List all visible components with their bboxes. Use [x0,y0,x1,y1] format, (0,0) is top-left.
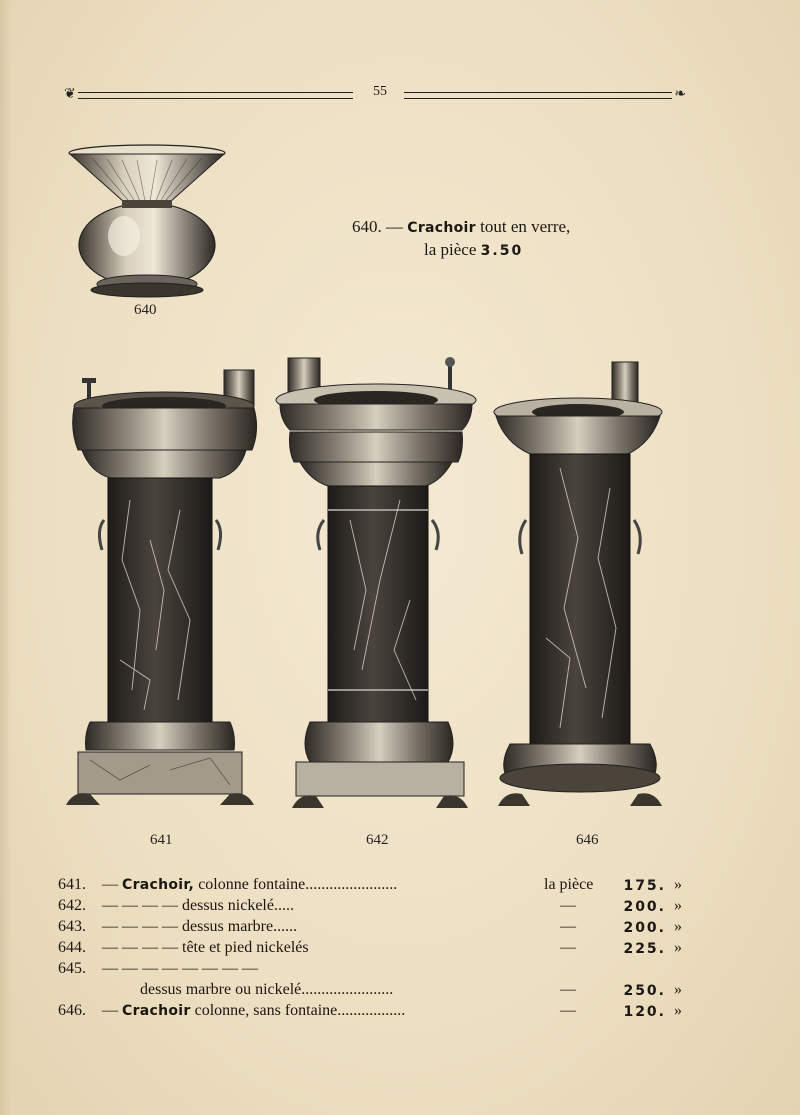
price-row-644 [58,939,694,960]
item-suffix: » [674,876,682,893]
item-640-price: 3.50 [480,243,524,259]
item-description: — — — — dessus nickelé..... [102,897,294,914]
header-rule-left [78,92,353,99]
item-desc: colonne fontaine....................... [198,876,398,893]
item-number: 645. [58,960,86,977]
item-number: 646. [58,1002,86,1019]
figure-640-glass-spittoon [62,140,232,305]
item-description: — — — — tête et pied nickelés [102,939,309,956]
item-description [102,876,397,894]
item-price: 120. [623,1004,666,1020]
item-dash: — [102,1002,118,1019]
item-suffix: » [674,939,682,956]
item-price: 225. [623,941,666,957]
page-number: 55 [373,84,387,99]
price-row-645 [58,960,694,981]
item-description: — — — — dessus marbre...... [102,918,298,935]
figure-642-column-nickel-top [270,350,480,815]
item-name: Crachoir [122,1003,191,1019]
price-row-643 [58,918,694,939]
item-640-name: Crachoir [407,220,476,236]
item-640-unit: la pièce [424,240,477,259]
figure-646-column-no-fountain [490,358,680,813]
item-name: Crachoir, [122,877,195,893]
ornament-right-icon: ❧ [674,86,686,102]
item-description [102,1002,405,1020]
price-row-646 [58,1002,694,1023]
item-640-line2 [352,239,570,262]
figure-641-column-fountain [60,360,260,815]
item-unit: la pièce [544,876,594,893]
item-number: 642. [58,897,86,914]
item-suffix: » [674,1002,682,1019]
figure-label-640: 640 [134,302,157,318]
item-unit: — [560,939,576,956]
item-number: 641. [58,876,86,893]
item-suffix: » [674,981,682,998]
item-price: 175. [623,878,666,894]
price-list [58,876,694,1023]
item-unit: — [560,918,576,935]
item-640-caption [352,216,570,262]
figure-label-642: 642 [366,832,389,848]
item-suffix: » [674,918,682,935]
item-price: 200. [623,899,666,915]
price-row-641 [58,876,694,897]
figure-label-641: 641 [150,832,173,848]
item-640-number: 640. [352,217,382,236]
item-unit: — [560,1002,576,1019]
item-description: dessus marbre ou nickelé....................... [140,981,394,998]
figure-label-646: 646 [576,832,599,848]
item-number: 644. [58,939,86,956]
item-number: 643. [58,918,86,935]
item-price: 250. [623,983,666,999]
item-description: — — — — — — — — [102,960,258,977]
price-row-645-continued [58,981,694,1002]
ornament-left-icon: ❦ [64,86,76,102]
page-header [64,82,686,110]
price-row-642 [58,897,694,918]
page-edge-shadow [0,0,12,1115]
item-dash: — [102,876,118,893]
item-640-line1 [352,216,570,239]
item-price: 200. [623,920,666,936]
item-unit: — [560,981,576,998]
header-rule-right [404,92,672,99]
item-640-desc: tout en verre, [480,217,571,236]
item-suffix: » [674,897,682,914]
item-desc: colonne, sans fontaine................. [194,1002,406,1019]
item-640-dash: — [386,217,403,236]
item-unit: — [560,897,576,914]
